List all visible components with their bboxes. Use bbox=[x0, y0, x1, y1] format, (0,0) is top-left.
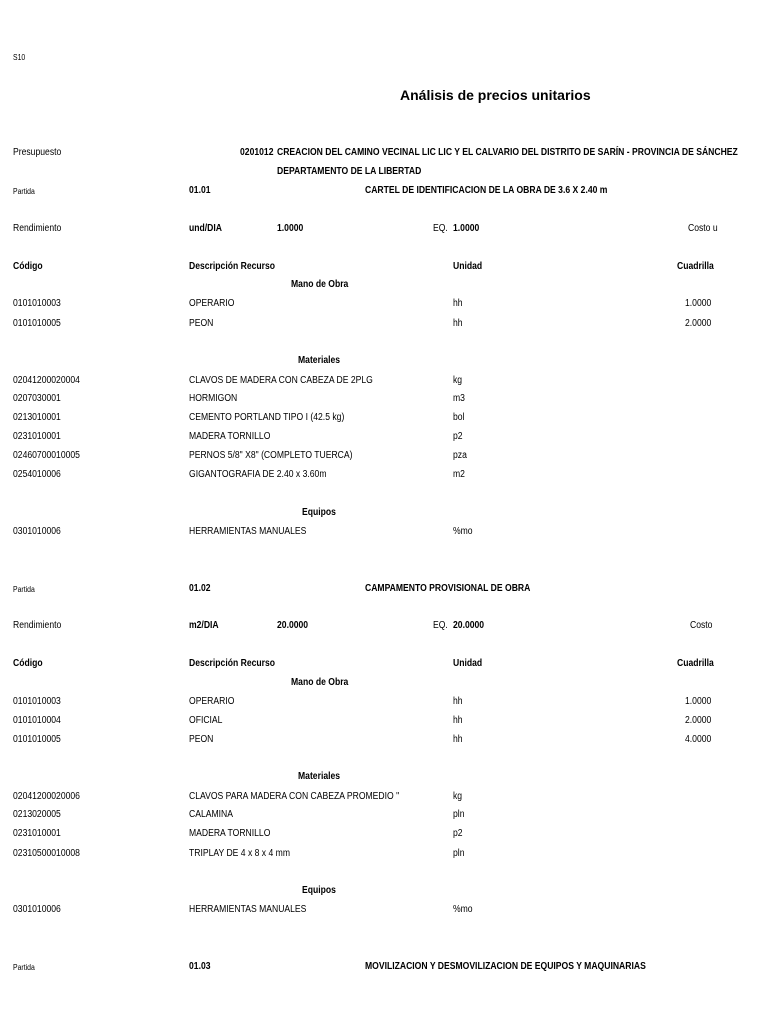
row-unit: %mo bbox=[453, 526, 473, 537]
row-unit: p2 bbox=[453, 431, 463, 442]
partida-label: Partida bbox=[13, 187, 35, 196]
presupuesto-code: 0201012 bbox=[240, 147, 274, 158]
page-title: Análisis de precios unitarios bbox=[400, 87, 591, 103]
partida-label: Partida bbox=[13, 963, 35, 972]
row-description: CALAMINA bbox=[189, 809, 233, 820]
row-cuadrilla: 4.0000 bbox=[685, 734, 712, 745]
row-unit: pza bbox=[453, 450, 467, 461]
doc-code: S10 bbox=[13, 53, 26, 62]
header-unidad: Unidad bbox=[453, 261, 483, 272]
row-description: CLAVOS PARA MADERA CON CABEZA PROMEDIO " bbox=[189, 791, 400, 802]
costo-label: Costo u bbox=[688, 223, 718, 234]
row-code: 02310500010008 bbox=[13, 848, 80, 859]
row-description: OPERARIO bbox=[189, 696, 235, 707]
row-code: 02041200020004 bbox=[13, 375, 80, 386]
eq-value: 1.0000 bbox=[453, 223, 480, 234]
partida-code: 01.01 bbox=[189, 185, 211, 196]
row-code: 0207030001 bbox=[13, 393, 61, 404]
row-description: OFICIAL bbox=[189, 715, 223, 726]
row-description: PERNOS 5/8" X8" (COMPLETO TUERCA) bbox=[189, 450, 353, 461]
row-unit: pln bbox=[453, 809, 465, 820]
row-description: CEMENTO PORTLAND TIPO I (42.5 kg) bbox=[189, 412, 345, 423]
row-description: MADERA TORNILLO bbox=[189, 828, 271, 839]
row-code: 02460700010005 bbox=[13, 450, 80, 461]
section-equipos: Equipos bbox=[302, 507, 336, 518]
header-unidad: Unidad bbox=[453, 658, 483, 669]
row-unit: m3 bbox=[453, 393, 465, 404]
row-description: PEON bbox=[189, 734, 214, 745]
row-code: 0231010001 bbox=[13, 431, 61, 442]
row-cuadrilla: 1.0000 bbox=[685, 298, 712, 309]
partida-label: Partida bbox=[13, 585, 35, 594]
partida-description: MOVILIZACION Y DESMOVILIZACION DE EQUIPOS Y MAQUINARIAS bbox=[365, 961, 646, 972]
row-unit: hh bbox=[453, 318, 463, 329]
row-code: 0101010005 bbox=[13, 734, 61, 745]
row-unit: m2 bbox=[453, 469, 465, 480]
row-code: 02041200020006 bbox=[13, 791, 80, 802]
row-description: HERRAMIENTAS MANUALES bbox=[189, 904, 307, 915]
row-description: HERRAMIENTAS MANUALES bbox=[189, 526, 307, 537]
header-descripcion: Descripción Recurso bbox=[189, 261, 276, 272]
row-unit: hh bbox=[453, 715, 463, 726]
header-codigo: Código bbox=[13, 261, 43, 272]
row-description: MADERA TORNILLO bbox=[189, 431, 271, 442]
row-code: 0101010003 bbox=[13, 696, 61, 707]
row-cuadrilla: 1.0000 bbox=[685, 696, 712, 707]
partida-description: CARTEL DE IDENTIFICACION DE LA OBRA DE 3.6 X 2.40 m bbox=[365, 185, 608, 196]
presupuesto-desc-line1: CREACION DEL CAMINO VECINAL LIC LIC Y EL CALVARIO DEL DISTRITO DE SARÍN - PROVINCIA DE SÁNCHEZ bbox=[277, 147, 738, 158]
row-unit: bol bbox=[453, 412, 465, 423]
partida-code: 01.03 bbox=[189, 961, 211, 972]
costo-label: Costo bbox=[690, 620, 713, 631]
row-unit: pln bbox=[453, 848, 465, 859]
row-code: 0101010005 bbox=[13, 318, 61, 329]
row-description: OPERARIO bbox=[189, 298, 235, 309]
row-cuadrilla: 2.0000 bbox=[685, 715, 712, 726]
header-descripcion: Descripción Recurso bbox=[189, 658, 276, 669]
eq-label: EQ. bbox=[433, 223, 448, 234]
section-equipos: Equipos bbox=[302, 885, 336, 896]
row-code: 0213020005 bbox=[13, 809, 61, 820]
eq-value: 20.0000 bbox=[453, 620, 485, 631]
row-code: 0213010001 bbox=[13, 412, 61, 423]
rendimiento-label: Rendimiento bbox=[13, 620, 62, 631]
row-unit: p2 bbox=[453, 828, 463, 839]
row-unit: %mo bbox=[453, 904, 473, 915]
row-unit: hh bbox=[453, 696, 463, 707]
row-description: HORMIGON bbox=[189, 393, 238, 404]
section-mano-obra: Mano de Obra bbox=[291, 279, 349, 290]
row-code: 0254010006 bbox=[13, 469, 61, 480]
eq-label: EQ. bbox=[433, 620, 448, 631]
section-mano-obra: Mano de Obra bbox=[291, 677, 349, 688]
rendimiento-value: 20.0000 bbox=[277, 620, 309, 631]
rendimiento-label: Rendimiento bbox=[13, 223, 62, 234]
row-unit: hh bbox=[453, 734, 463, 745]
row-code: 0301010006 bbox=[13, 526, 61, 537]
row-unit: kg bbox=[453, 375, 463, 386]
rendimiento-value: 1.0000 bbox=[277, 223, 304, 234]
row-code: 0301010006 bbox=[13, 904, 61, 915]
header-codigo: Código bbox=[13, 658, 43, 669]
row-description: TRIPLAY DE 4 x 8 x 4 mm bbox=[189, 848, 291, 859]
rendimiento-unit: m2/DIA bbox=[189, 620, 219, 631]
section-materiales: Materiales bbox=[298, 355, 341, 366]
partida-code: 01.02 bbox=[189, 583, 211, 594]
row-description: GIGANTOGRAFIA DE 2.40 x 3.60m bbox=[189, 469, 327, 480]
row-unit: kg bbox=[453, 791, 463, 802]
row-unit: hh bbox=[453, 298, 463, 309]
row-code: 0101010003 bbox=[13, 298, 61, 309]
rendimiento-unit: und/DIA bbox=[189, 223, 222, 234]
header-cuadrilla: Cuadrilla bbox=[677, 658, 714, 669]
row-code: 0101010004 bbox=[13, 715, 61, 726]
row-cuadrilla: 2.0000 bbox=[685, 318, 712, 329]
row-description: CLAVOS DE MADERA CON CABEZA DE 2PLG bbox=[189, 375, 373, 386]
row-code: 0231010001 bbox=[13, 828, 61, 839]
partida-description: CAMPAMENTO PROVISIONAL DE OBRA bbox=[365, 583, 531, 594]
presupuesto-label-text: Presupuesto bbox=[13, 147, 62, 158]
header-cuadrilla: Cuadrilla bbox=[677, 261, 714, 272]
row-description: PEON bbox=[189, 318, 214, 329]
section-materiales: Materiales bbox=[298, 771, 341, 782]
presupuesto-desc-line2: DEPARTAMENTO DE LA LIBERTAD bbox=[277, 166, 422, 177]
